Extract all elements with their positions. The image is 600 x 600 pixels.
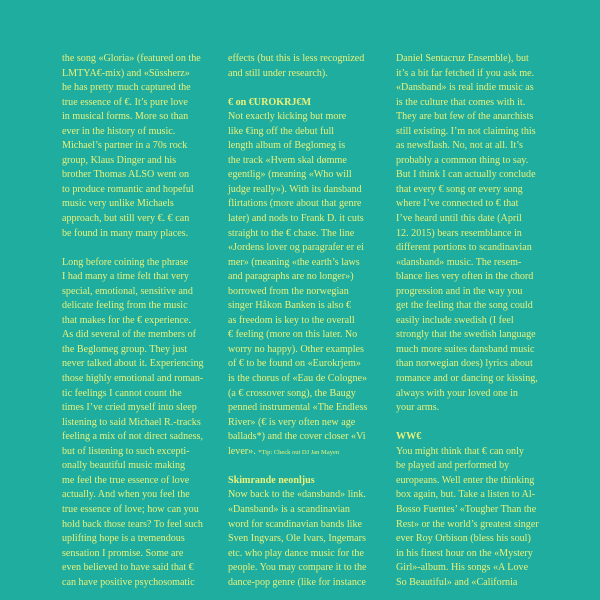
text-line: romance and or dancing or kissing,: [396, 373, 538, 385]
text-line: Bosso Fuentes’ «Tougher Than the: [396, 503, 537, 515]
text-line: true essence of love; how can you: [62, 503, 199, 515]
footnote: *Tip: Check out DJ Jan Mayen: [258, 448, 340, 456]
text-line: that every € song or every song: [396, 183, 523, 195]
text-line: «Jordens lover og paragrafer er ei: [228, 242, 364, 254]
text-line: always with your loved one in: [396, 387, 518, 399]
text-line: actually. And when you feel the: [62, 489, 190, 501]
text-line: true essence of €. It’s pure love: [62, 96, 188, 108]
text-line: approach, but still very €. € can: [62, 213, 190, 225]
text-line: Now back to the «dansband» link.: [228, 489, 366, 501]
text-line: progression and in the way you: [396, 285, 523, 297]
section-heading: € on €UROKRJ€M: [228, 96, 311, 108]
text-line: worry no happy). Other examples: [228, 343, 364, 355]
text-line: those highly emotional and roman-: [62, 373, 204, 385]
text-line: is the culture that comes with it.: [396, 96, 526, 108]
text-line: like €ing off the debut full: [228, 125, 335, 137]
text-line: than norwegian does) lyrics about: [396, 358, 533, 370]
paragraph-gap: [396, 416, 551, 431]
text-line: tic feelings I cannot count the: [62, 387, 182, 399]
text-line: Daniel Sentacruz Ensemble), but: [396, 53, 529, 64]
text-line: You might think that € can only: [396, 445, 524, 457]
text-line: judge really»). With its dansband: [228, 183, 362, 195]
text-line: As did several of the members of: [62, 329, 196, 341]
text-line: effects (but this is less recognized: [228, 53, 365, 64]
paragraph-gap: [62, 241, 217, 256]
text-line: I had many a time felt that very: [62, 271, 189, 283]
text-line: They are but few of the anarchists: [396, 111, 534, 123]
text-line: never talked about it. Experiencing: [62, 358, 204, 370]
text-line: brother Thomas ALSO went on: [62, 169, 190, 181]
text-line: the track «Hvem skal dømme: [228, 154, 347, 166]
text-line: penned instrumental «The Endless: [228, 402, 368, 414]
text-line: Not exactly kicking but more: [228, 111, 347, 123]
text-line: be played and performed by: [396, 460, 510, 472]
text-line: as freedom is key to the overall: [228, 314, 355, 326]
text-line: easily include swedish (I feel: [396, 314, 514, 326]
text-line: delicate feeling from the music: [62, 300, 188, 312]
text-line: hold back those tears? To feel such: [62, 518, 203, 530]
text-column-left: [62, 52, 217, 590]
text-line: etc. who play dance music for the: [228, 547, 364, 559]
section-heading: WW€: [396, 431, 422, 443]
text-line: «dansband» music. The resem-: [396, 256, 522, 268]
text-line: later) and nods to Frank D. it cuts: [228, 213, 364, 225]
text-line: europeans. Well enter the thinking: [396, 474, 535, 486]
text-line: and paragraphs are no longer»): [228, 271, 354, 283]
text-line: in musical forms. More so than: [62, 111, 189, 123]
text-line: singer Håkon Banken is also €: [228, 300, 352, 312]
text-line: music very unlike Michaels: [62, 198, 174, 210]
text-line: even believed to have said that €: [62, 562, 194, 574]
text-line: dance-pop genre (like for instance: [228, 576, 366, 588]
text-line: special, emotional, sensitive and: [62, 285, 193, 297]
text-line: (a € crossover song), the Baugy: [228, 387, 356, 399]
text-line: can have positive psychosomatic: [62, 576, 195, 588]
text-line: me feel the true essence of love: [62, 474, 190, 486]
text-line: get the feeling that the song could: [396, 300, 533, 312]
text-line: much more suites dansband music: [396, 343, 535, 355]
text-line: LMTYA€-mix) and «Süssherz»: [62, 67, 190, 79]
text-line: probably a common thing to say.: [396, 154, 529, 166]
text-line: Michael’s partner in a 70s rock: [62, 140, 188, 152]
text-line: the Beglomeg group. They just: [62, 343, 188, 355]
text-line: I’ve heard until this date (April: [396, 213, 522, 225]
text-line: feeling a mix of not direct sadness,: [62, 431, 203, 443]
text-line: But I think I can actually conclude: [396, 169, 536, 181]
text-line: it’s a bit far fetched if you ask me.: [396, 67, 535, 79]
text-line: in his finest hour on the «Mystery: [396, 547, 533, 559]
text-line: times I’ve cried myself into sleep: [62, 402, 197, 414]
text-line: mer» (meaning «the earth’s laws: [228, 256, 360, 268]
text-line: to produce romantic and hopeful: [62, 183, 194, 195]
text-line: group, Klaus Dinger and his: [62, 154, 177, 166]
text-line: people. You may compare it to the: [228, 562, 367, 574]
text-line: River» (€ is very often new age: [228, 416, 356, 428]
section-heading: Skimrande neonljus: [228, 474, 315, 486]
text-line: blance lies very often in the chord: [396, 271, 534, 283]
text-line: So Beautiful» and «California: [396, 576, 518, 588]
text-line: egentlig» (meaning «Who will: [228, 169, 352, 181]
text-line: Girl»-album. His songs «A Love: [396, 562, 529, 574]
text-line: onally beautiful music making: [62, 460, 186, 472]
text-line: € feeling (more on this later. No: [228, 329, 358, 341]
text-line: box again, but. Take a listen to Al-: [396, 489, 535, 501]
text-line: and still under research).: [228, 67, 328, 79]
text-line: uplifting hope is a tremendous: [62, 533, 185, 545]
text-line: different portions to scandinavian: [396, 242, 532, 254]
text-line: straight to the € chase. The line: [228, 227, 355, 239]
text-line: ballads*) and the cover closer «Vi: [228, 431, 366, 443]
text-line: but of listening to such excepti-: [62, 445, 190, 457]
text-line: borrowed from the norwegian: [228, 285, 349, 297]
text-line: still existing. I’m not claiming this: [396, 125, 536, 137]
text-line: strongly that the swedish language: [396, 329, 536, 341]
text-line: where I’ve connected to € that: [396, 198, 519, 210]
text-line: «Dansband» is real indie music as: [396, 82, 534, 94]
text-line: «Dansband» is a scandinavian: [228, 503, 350, 515]
text-column-right: [396, 52, 551, 590]
text-line: be found in many many places.: [62, 227, 189, 239]
text-line: your arms.: [396, 402, 440, 414]
text-line: sensation I promise. Some are: [62, 547, 184, 559]
text-line: ever Roy Orbison (bless his soul): [396, 533, 531, 545]
text-line: 12. 2015) bears resemblance in: [396, 227, 522, 239]
text-line-with-footnote: lever». *Tip: Check out DJ Jan Mayen: [228, 445, 340, 457]
text-line: Rest» or the world’s greatest singer: [396, 518, 539, 530]
text-line: length album of Beglomeg is: [228, 140, 346, 152]
text-line: listening to said Michael R.-tracks: [62, 416, 201, 428]
paragraph-gap: [228, 459, 383, 474]
text-line: of € to be found on «Eurokrjem»: [228, 358, 361, 370]
text-line: Sven Ingvars, Ole Ivars, Ingemars: [228, 533, 366, 545]
text-line: that makes for the € experience.: [62, 314, 191, 326]
paragraph-gap: [228, 81, 383, 96]
text-line: the song «Gloria» (featured on the: [62, 53, 201, 64]
text-line: is the chorus of «Eau de Cologne»: [228, 373, 368, 385]
text-column-middle: [228, 52, 383, 590]
text-line: ever in the history of music.: [62, 125, 176, 137]
text-line: he has pretty much captured the: [62, 82, 191, 94]
text-line: as newsflash. No, not at all. It’s: [396, 140, 523, 152]
text-line: word for scandinavian bands like: [228, 518, 362, 530]
text-line: flirtations (more about that genre: [228, 198, 362, 210]
text-line: Long before coining the phrase: [62, 256, 189, 268]
